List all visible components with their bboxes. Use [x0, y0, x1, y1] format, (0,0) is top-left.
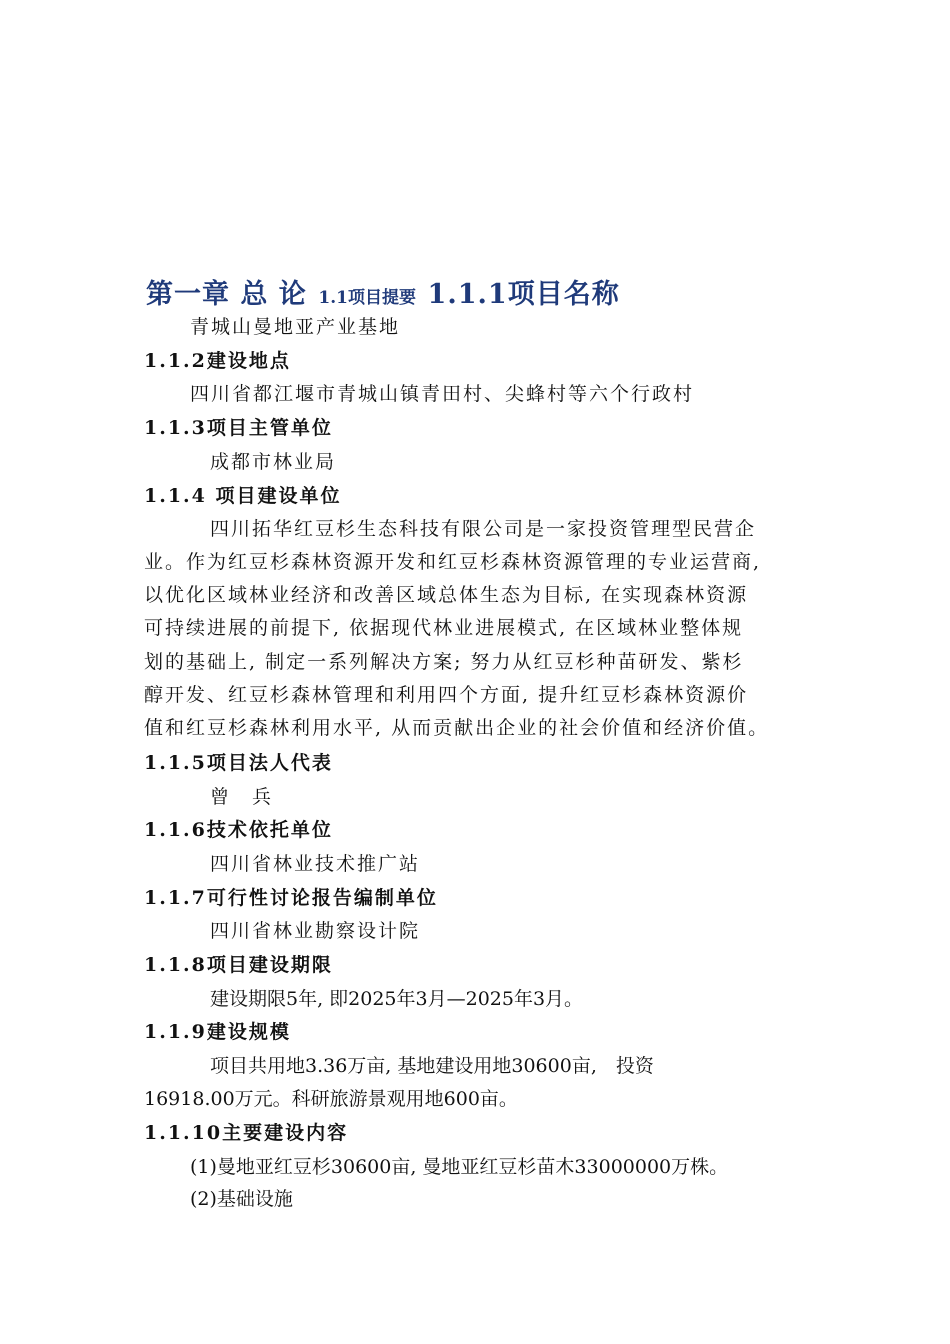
chapter-title: 第一章 总 论 [146, 279, 307, 310]
project-name: 青城山曼地亚产业基地 [190, 316, 401, 338]
section-heading: 1.1.3项目主管单位 [144, 417, 333, 439]
paragraph-line: 以优化区域林业经济和改善区域总体生态为目标, 在实现森林资源 [144, 584, 749, 606]
section-heading: 1.1.2建设地点 [144, 350, 291, 372]
legal-representative: 曾 兵 [210, 786, 274, 808]
supervising-unit: 成都市林业局 [210, 451, 337, 473]
section-heading: 1.1.9建设规模 [144, 1021, 291, 1043]
section-heading: 1.1.10主要建设内容 [144, 1122, 349, 1144]
section-heading: 1.1.8项目建设期限 [144, 954, 333, 976]
content-item: (1)曼地亚红豆杉30600亩, 曼地亚红豆杉苗木33000000万株。 [190, 1156, 729, 1178]
construction-location: 四川省都江堰市青城山镇青田村、尖蜂村等六个行政村 [190, 383, 695, 405]
section-heading: 1.1.5项目法人代表 [144, 752, 333, 774]
construction-scale-line: 16918.00万元。科研旅游景观用地600亩。 [144, 1088, 518, 1110]
paragraph-line: 醇开发、红豆杉森林管理和利用四个方面, 提升红豆杉森林资源价 [144, 684, 749, 706]
report-preparation-unit: 四川省林业勘察设计院 [210, 920, 421, 942]
chapter-heading [146, 272, 620, 311]
paragraph-line: 可持续进展的前提下, 依据现代林业进展模式, 在区域林业整体规 [144, 617, 744, 639]
construction-period: 建设期限5年, 即2025年3月—2025年3月。 [210, 988, 584, 1010]
paragraph-line: 业。作为红豆杉森林资源开发和红豆杉森林资源管理的专业运营商, [144, 551, 762, 573]
section-heading: 1.1.7可行性讨论报告编制单位 [144, 887, 438, 909]
section-heading: 1.1.4 项目建设单位 [144, 485, 342, 507]
paragraph-line: 四川拓华红豆杉生态科技有限公司是一家投资管理型民营企 [210, 518, 757, 540]
subsection-title: 1.1.1项目名称 [427, 279, 620, 310]
construction-scale-line: 项目共用地3.36万亩, 基地建设用地30600亩, 投资 [210, 1055, 654, 1077]
technical-support-unit: 四川省林业技术推广站 [210, 853, 421, 875]
section-title: 1.1项目提要 [318, 288, 416, 308]
paragraph-line: 划的基础上, 制定一系列解决方案; 努力从红豆杉种苗研发、紫杉 [144, 651, 744, 673]
section-heading: 1.1.6技术依托单位 [144, 819, 333, 841]
paragraph-line: 值和红豆杉森林利用水平, 从而贡献出企业的社会价值和经济价值。 [144, 717, 770, 739]
content-item: (2)基础设施 [190, 1188, 293, 1210]
